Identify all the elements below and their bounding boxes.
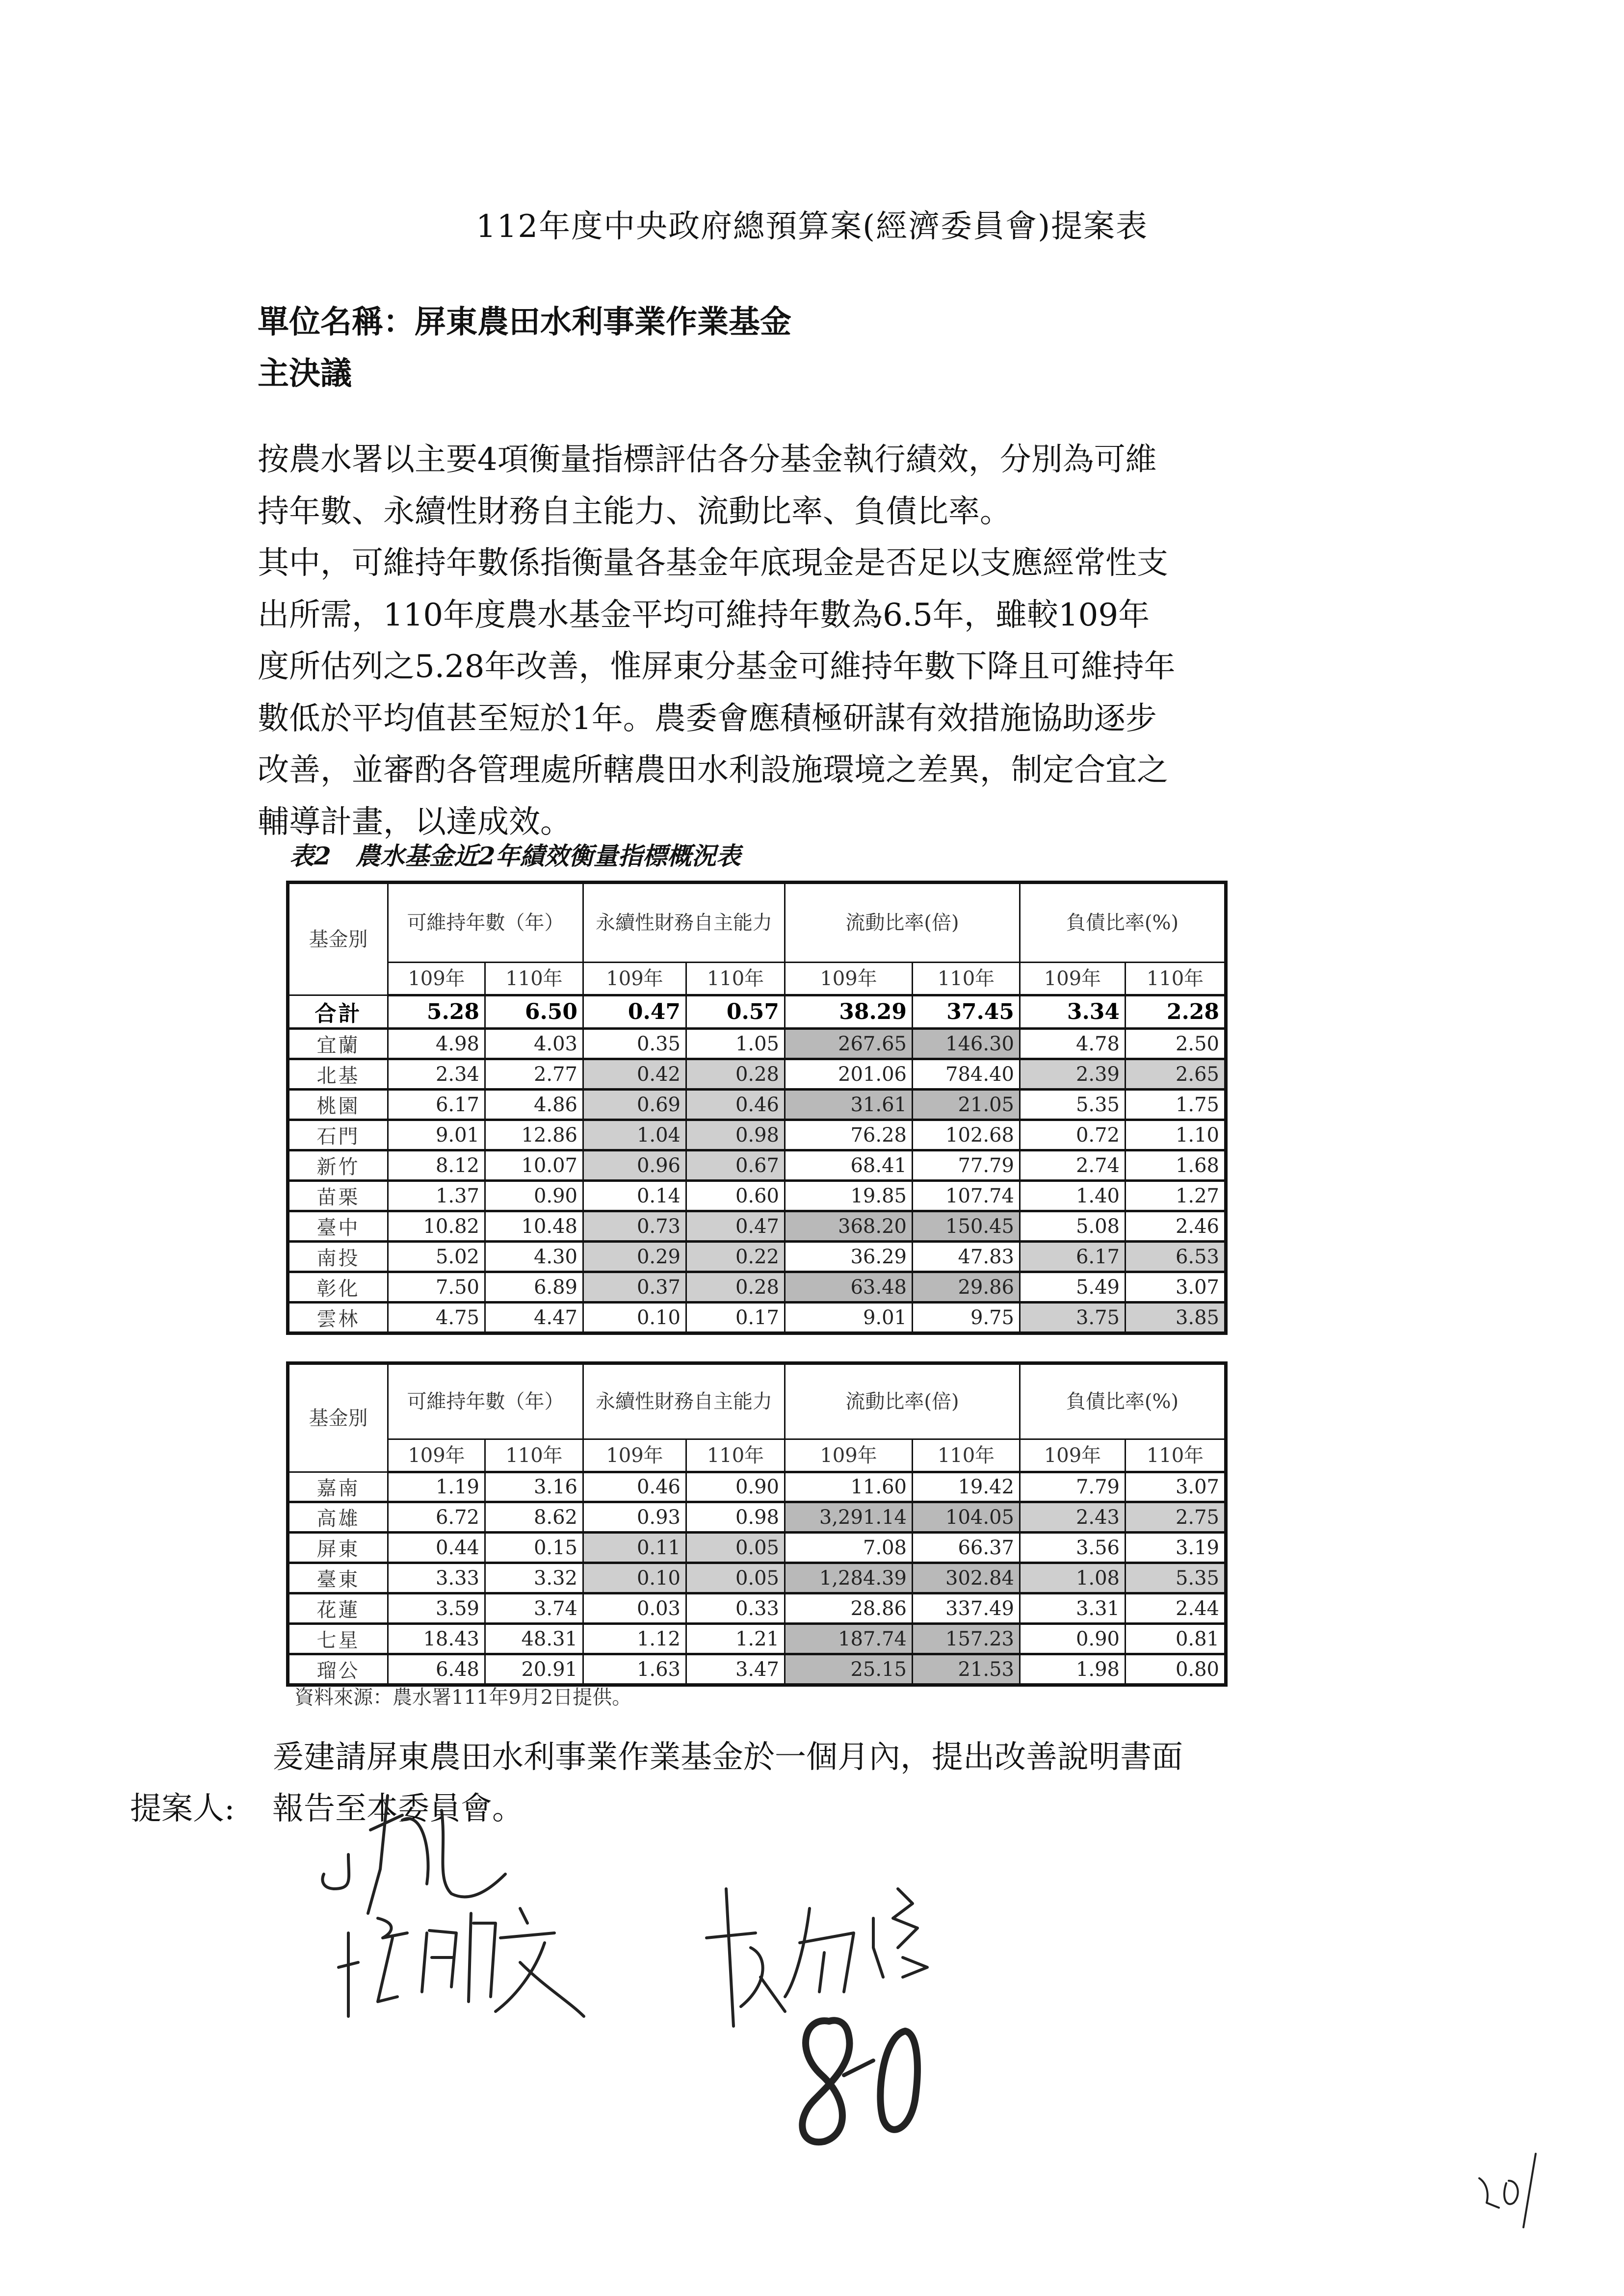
table-row — [288, 1150, 1226, 1181]
value-cell: 0.47 — [686, 1211, 785, 1242]
value-cell: 0.60 — [686, 1181, 785, 1211]
value-cell: 267.65 — [785, 1029, 913, 1059]
fund-name-cell: 苗栗 — [288, 1181, 388, 1211]
header-financial-autonomy: 永續性財務自主能力 — [583, 883, 785, 963]
paragraph-line: 輔導計畫，以達成效。 — [258, 804, 572, 840]
value-cell: 8.12 — [388, 1150, 485, 1181]
value-cell: 1.68 — [1126, 1150, 1226, 1181]
value-cell: 0.96 — [583, 1150, 686, 1181]
value-cell: 0.73 — [583, 1211, 686, 1242]
value-cell: 0.46 — [686, 1090, 785, 1120]
fund-name-cell: 屏東 — [288, 1533, 388, 1563]
header-year-110: 110年 — [485, 1439, 583, 1472]
value-cell: 5.49 — [1020, 1272, 1126, 1303]
table-total-row — [288, 995, 1226, 1029]
value-cell: 3.75 — [1020, 1303, 1126, 1333]
header-year-110: 110年 — [485, 963, 583, 995]
value-cell: 0.37 — [583, 1272, 686, 1303]
value-cell: 0.81 — [1126, 1624, 1226, 1654]
value-cell: 3.34 — [1020, 995, 1126, 1029]
value-cell: 19.42 — [913, 1472, 1020, 1502]
signature-1-icon — [334, 1904, 638, 2026]
value-cell: 1.75 — [1126, 1090, 1226, 1120]
value-cell: 21.53 — [913, 1654, 1020, 1685]
value-cell: 187.74 — [785, 1624, 913, 1654]
value-cell: 63.48 — [785, 1272, 913, 1303]
header-year-109: 109年 — [583, 963, 686, 995]
value-cell: 1.40 — [1020, 1181, 1126, 1211]
value-cell: 0.42 — [583, 1059, 686, 1090]
value-cell: 4.75 — [388, 1303, 485, 1333]
value-cell: 102.68 — [913, 1120, 1020, 1150]
value-cell: 9.75 — [913, 1303, 1020, 1333]
value-cell: 4.47 — [485, 1303, 583, 1333]
header-fund: 基金別 — [288, 883, 388, 995]
value-cell: 2.75 — [1126, 1502, 1226, 1533]
value-cell: 0.69 — [583, 1090, 686, 1120]
value-cell: 4.98 — [388, 1029, 485, 1059]
paragraph-line: 改善，並審酌各管理處所轄農田水利設施環境之差異，制定合宜之 — [258, 752, 1168, 788]
value-cell: 0.03 — [583, 1593, 686, 1624]
source-note: 資料來源：農水署111年9月2日提供。 — [294, 1686, 632, 1709]
paragraph-line: 按農水署以主要4項衡量指標評估各分基金執行績效，分別為可維 — [258, 442, 1157, 478]
fund-name-cell: 高雄 — [288, 1502, 388, 1533]
performance-table-1 — [286, 881, 1228, 1335]
value-cell: 1.19 — [388, 1472, 485, 1502]
value-cell: 3.16 — [485, 1472, 583, 1502]
header-year-109: 109年 — [583, 1439, 686, 1472]
fund-name-cell: 新竹 — [288, 1150, 388, 1181]
value-cell: 0.10 — [583, 1563, 686, 1593]
value-cell: 107.74 — [913, 1181, 1020, 1211]
value-cell: 68.41 — [785, 1150, 913, 1181]
value-cell: 5.35 — [1020, 1090, 1126, 1120]
value-cell: 3.33 — [388, 1563, 485, 1593]
header-year-109: 109年 — [785, 963, 913, 995]
value-cell: 1.27 — [1126, 1181, 1226, 1211]
value-cell: 3.59 — [388, 1593, 485, 1624]
value-cell: 0.11 — [583, 1533, 686, 1563]
value-cell: 8.62 — [485, 1502, 583, 1533]
table-row — [288, 1563, 1226, 1593]
value-cell: 104.05 — [913, 1502, 1020, 1533]
value-cell: 0.72 — [1020, 1120, 1126, 1150]
value-cell: 6.50 — [485, 995, 583, 1029]
table-row — [288, 1593, 1226, 1624]
value-cell: 0.90 — [686, 1472, 785, 1502]
value-cell: 1.08 — [1020, 1563, 1126, 1593]
value-cell: 9.01 — [785, 1303, 913, 1333]
value-cell: 19.85 — [785, 1181, 913, 1211]
table-row — [288, 1654, 1226, 1685]
value-cell: 3.07 — [1126, 1272, 1226, 1303]
value-cell: 18.43 — [388, 1624, 485, 1654]
table-caption: 表2 農水基金近2年績效衡量指標概況表 — [289, 841, 741, 870]
value-cell: 0.93 — [583, 1502, 686, 1533]
value-cell: 4.86 — [485, 1090, 583, 1120]
value-cell: 7.08 — [785, 1533, 913, 1563]
value-cell: 4.30 — [485, 1242, 583, 1272]
value-cell: 7.79 — [1020, 1472, 1126, 1502]
value-cell: 2.28 — [1126, 995, 1226, 1029]
value-cell: 47.83 — [913, 1242, 1020, 1272]
value-cell: 0.98 — [686, 1502, 785, 1533]
performance-table-2 — [286, 1361, 1228, 1687]
request-line: 爰建請屏東農田水利事業作業基金於一個月內，提出改善說明書面 — [272, 1739, 1183, 1775]
value-cell: 1,284.39 — [785, 1563, 913, 1593]
value-cell: 37.45 — [913, 995, 1020, 1029]
fund-name-cell: 臺中 — [288, 1211, 388, 1242]
value-cell: 2.43 — [1020, 1502, 1126, 1533]
fund-name-cell: 嘉南 — [288, 1472, 388, 1502]
value-cell: 25.15 — [785, 1654, 913, 1685]
header-sustain-years: 可維持年數（年） — [388, 1363, 583, 1439]
value-cell: 1.05 — [686, 1029, 785, 1059]
value-cell: 337.49 — [913, 1593, 1020, 1624]
value-cell: 0.14 — [583, 1181, 686, 1211]
value-cell: 0.22 — [686, 1242, 785, 1272]
value-cell: 0.28 — [686, 1272, 785, 1303]
value-cell: 0.15 — [485, 1533, 583, 1563]
value-cell: 5.02 — [388, 1242, 485, 1272]
header-year-109: 109年 — [1020, 963, 1126, 995]
value-cell: 3.74 — [485, 1593, 583, 1624]
value-cell: 0.90 — [485, 1181, 583, 1211]
value-cell: 0.80 — [1126, 1654, 1226, 1685]
value-cell: 0.57 — [686, 995, 785, 1029]
value-cell: 66.37 — [913, 1533, 1020, 1563]
value-cell: 10.07 — [485, 1150, 583, 1181]
paragraph-line: 持年數、永續性財務自主能力、流動比率、負債比率。 — [258, 493, 1011, 530]
value-cell: 3,291.14 — [785, 1502, 913, 1533]
value-cell: 2.44 — [1126, 1593, 1226, 1624]
value-cell: 7.50 — [388, 1272, 485, 1303]
table-row — [288, 1242, 1226, 1272]
table-row — [288, 1211, 1226, 1242]
value-cell: 2.65 — [1126, 1059, 1226, 1090]
value-cell: 0.35 — [583, 1029, 686, 1059]
fund-name-cell: 七星 — [288, 1624, 388, 1654]
value-cell: 302.84 — [913, 1563, 1020, 1593]
table-row — [288, 1303, 1226, 1333]
proposer-label: 提案人: — [130, 1791, 235, 1827]
header-financial-autonomy: 永續性財務自主能力 — [583, 1363, 785, 1439]
value-cell: 5.28 — [388, 995, 485, 1029]
value-cell: 2.77 — [485, 1059, 583, 1090]
value-cell: 12.86 — [485, 1120, 583, 1150]
resolution-paragraph — [258, 434, 1406, 848]
header-year-109: 109年 — [1020, 1439, 1126, 1472]
header-year-110: 110年 — [913, 1439, 1020, 1472]
table-row — [288, 1059, 1226, 1090]
value-cell: 29.86 — [913, 1272, 1020, 1303]
signature-scribble-icon — [275, 1756, 530, 1918]
value-cell: 5.08 — [1020, 1211, 1126, 1242]
header-sustain-years: 可維持年數（年） — [388, 883, 583, 963]
fund-name-cell: 瑠公 — [288, 1654, 388, 1685]
table-row — [288, 1272, 1226, 1303]
value-cell: 1.10 — [1126, 1120, 1226, 1150]
resolution-label: 主決議 — [258, 355, 352, 392]
page-title: 112年度中央政府總預算案(經濟委員會)提案表 — [475, 209, 1149, 245]
value-cell: 0.17 — [686, 1303, 785, 1333]
value-cell: 201.06 — [785, 1059, 913, 1090]
header-year-110: 110年 — [913, 963, 1020, 995]
value-cell: 1.21 — [686, 1624, 785, 1654]
table-row — [288, 1533, 1226, 1563]
header-current-ratio: 流動比率(倍) — [785, 1363, 1020, 1439]
fund-name-cell: 石門 — [288, 1120, 388, 1150]
value-cell: 77.79 — [913, 1150, 1020, 1181]
value-cell: 3.07 — [1126, 1472, 1226, 1502]
value-cell: 6.17 — [388, 1090, 485, 1120]
header-year-110: 110年 — [1126, 963, 1226, 995]
header-fund: 基金別 — [288, 1363, 388, 1472]
header-year-109: 109年 — [388, 963, 485, 995]
value-cell: 10.82 — [388, 1211, 485, 1242]
value-cell: 3.56 — [1020, 1533, 1126, 1563]
value-cell: 6.17 — [1020, 1242, 1126, 1272]
table-row — [288, 1181, 1226, 1211]
value-cell: 2.50 — [1126, 1029, 1226, 1059]
paragraph-line: 度所估列之5.28年改善，惟屏東分基金可維持年數下降且可維持年 — [258, 649, 1176, 685]
header-debt-ratio: 負債比率(%) — [1020, 1363, 1226, 1439]
table-row — [288, 1120, 1226, 1150]
value-cell: 0.47 — [583, 995, 686, 1029]
fund-name-cell: 合計 — [288, 995, 388, 1029]
value-cell: 3.31 — [1020, 1593, 1126, 1624]
value-cell: 1.04 — [583, 1120, 686, 1150]
value-cell: 0.33 — [686, 1593, 785, 1624]
header-year-109: 109年 — [785, 1439, 913, 1472]
value-cell: 4.78 — [1020, 1029, 1126, 1059]
table-row — [288, 1502, 1226, 1533]
value-cell: 20.91 — [485, 1654, 583, 1685]
table-row — [288, 1029, 1226, 1059]
value-cell: 3.47 — [686, 1654, 785, 1685]
value-cell: 157.23 — [913, 1624, 1020, 1654]
value-cell: 2.74 — [1020, 1150, 1126, 1181]
value-cell: 31.61 — [785, 1090, 913, 1120]
value-cell: 3.19 — [1126, 1533, 1226, 1563]
fund-name-cell: 雲林 — [288, 1303, 388, 1333]
value-cell: 2.39 — [1020, 1059, 1126, 1090]
value-cell: 5.35 — [1126, 1563, 1226, 1593]
header-current-ratio: 流動比率(倍) — [785, 883, 1020, 963]
value-cell: 0.28 — [686, 1059, 785, 1090]
value-cell: 6.53 — [1126, 1242, 1226, 1272]
paragraph-line: 出所需，110年度農水基金平均可維持年數為6.5年，雖較109年 — [258, 597, 1150, 633]
value-cell: 1.37 — [388, 1181, 485, 1211]
header-debt-ratio: 負債比率(%) — [1020, 883, 1226, 963]
value-cell: 6.48 — [388, 1654, 485, 1685]
fund-name-cell: 彰化 — [288, 1272, 388, 1303]
table-row — [288, 1090, 1226, 1120]
fund-name-cell: 臺東 — [288, 1563, 388, 1593]
value-cell: 3.85 — [1126, 1303, 1226, 1333]
value-cell: 28.86 — [785, 1593, 913, 1624]
unit-name: 單位名稱：屏東農田水利事業作業基金 — [258, 304, 791, 340]
fund-name-cell: 南投 — [288, 1242, 388, 1272]
value-cell: 2.34 — [388, 1059, 485, 1090]
value-cell: 1.98 — [1020, 1654, 1126, 1685]
fund-name-cell: 桃園 — [288, 1090, 388, 1120]
value-cell: 0.44 — [388, 1533, 485, 1563]
value-cell: 0.67 — [686, 1150, 785, 1181]
value-cell: 6.72 — [388, 1502, 485, 1533]
value-cell: 36.29 — [785, 1242, 913, 1272]
value-cell: 38.29 — [785, 995, 913, 1029]
value-cell: 1.63 — [583, 1654, 686, 1685]
header-year-110: 110年 — [686, 1439, 785, 1472]
header-year-110: 110年 — [1126, 1439, 1226, 1472]
value-cell: 6.89 — [485, 1272, 583, 1303]
value-cell: 784.40 — [913, 1059, 1020, 1090]
paragraph-line: 其中，可維持年數係指衡量各基金年底現金是否足以支應經常性支 — [258, 545, 1168, 581]
value-cell: 4.03 — [485, 1029, 583, 1059]
value-cell: 0.98 — [686, 1120, 785, 1150]
value-cell: 9.01 — [388, 1120, 485, 1150]
value-cell: 0.10 — [583, 1303, 686, 1333]
header-year-109: 109年 — [388, 1439, 485, 1472]
table-row — [288, 1472, 1226, 1502]
paragraph-line: 數低於平均值甚至短於1年。農委會應積極研謀有效措施協助逐步 — [258, 700, 1157, 737]
value-cell: 48.31 — [485, 1624, 583, 1654]
value-cell: 0.46 — [583, 1472, 686, 1502]
value-cell: 11.60 — [785, 1472, 913, 1502]
value-cell: 0.29 — [583, 1242, 686, 1272]
value-cell: 0.05 — [686, 1563, 785, 1593]
value-cell: 10.48 — [485, 1211, 583, 1242]
value-cell: 1.12 — [583, 1624, 686, 1654]
value-cell: 21.05 — [913, 1090, 1020, 1120]
table-row — [288, 1624, 1226, 1654]
value-cell: 146.30 — [913, 1029, 1020, 1059]
value-cell: 76.28 — [785, 1120, 913, 1150]
header-year-110: 110年 — [686, 963, 785, 995]
handwritten-page-number-icon — [1472, 2134, 1570, 2232]
value-cell: 150.45 — [913, 1211, 1020, 1242]
fund-name-cell: 北基 — [288, 1059, 388, 1090]
request-line: 報告至本委員會。 — [272, 1791, 524, 1827]
handwritten-number-80-icon — [775, 2007, 952, 2154]
value-cell: 2.46 — [1126, 1211, 1226, 1242]
value-cell: 0.05 — [686, 1533, 785, 1563]
fund-name-cell: 宜蘭 — [288, 1029, 388, 1059]
value-cell: 368.20 — [785, 1211, 913, 1242]
value-cell: 3.32 — [485, 1563, 583, 1593]
value-cell: 0.90 — [1020, 1624, 1126, 1654]
fund-name-cell: 花蓮 — [288, 1593, 388, 1624]
